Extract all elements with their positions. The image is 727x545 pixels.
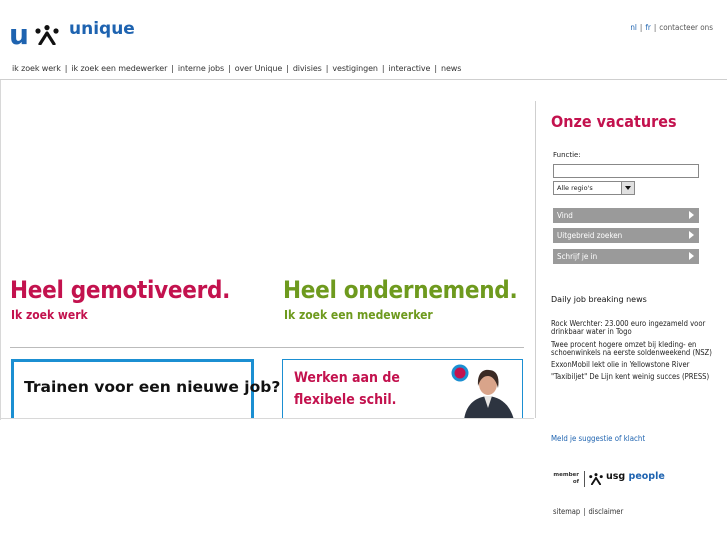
nav-ik-zoek-een-medewerker[interactable]: ik zoek een medewerker [71,64,168,73]
advanced-search-button[interactable] [553,228,699,243]
content-bottom-border [0,418,534,419]
separator: | [286,64,289,73]
separator: | [434,64,437,73]
banner-line-1: Werken aan de [294,370,400,386]
subscribe-button-label: Schrijf je in [557,252,598,261]
suggestion-link[interactable]: Meld je suggestie of klacht [551,434,646,443]
member-of-label [551,472,579,486]
separator: | [583,507,586,516]
promo-right-headline[interactable]: Heel ondernemend. [283,276,518,304]
separator: | [171,64,174,73]
logo-name: unique [69,19,135,39]
lang-nl-link[interactable]: nl [630,23,637,32]
nav-vestigingen[interactable]: vestigingen [332,64,378,73]
news-item[interactable]: Rock Werchter: 23.000 euro ingezameld voor drinkbaar water in Togo [551,319,706,337]
advanced-search-button-label: Uitgebreid zoeken [557,231,623,240]
flexibele-schil-banner[interactable] [282,359,523,418]
of-word: of [572,479,579,485]
banner-line-2: flexibele schil. [294,392,397,408]
nav-divider [0,79,727,80]
nav-interne-jobs[interactable]: interne jobs [177,64,225,73]
promo-left-headline[interactable]: Heel gemotiveerd. [10,276,231,304]
logo-letter: u [9,18,29,51]
logo-figure-icon [35,25,59,45]
news-list [551,320,716,386]
contact-link[interactable]: contacteer ons [659,23,713,32]
arrow-right-icon [689,211,694,219]
sidebar-divider [535,101,536,418]
flexibele-schil-banner-text [294,367,400,411]
training-banner-text: Trainen voor een nieuwe job? [24,378,281,396]
main-navigation [12,64,461,73]
news-item[interactable]: "Taxibiljet" De Lijn kent weinig succes (PRESS) [551,372,710,382]
promo-divider [10,347,524,348]
function-input[interactable] [553,164,699,178]
member-word: member [553,472,579,478]
arrow-right-icon [689,231,694,239]
people-word: people [628,471,665,482]
separator: | [381,64,385,73]
news-title: Daily job breaking news [551,295,647,304]
region-select-value: Alle regio's [557,184,593,192]
language-and-contact-links [630,23,713,32]
promo-left-subheading[interactable]: Ik zoek werk [11,308,88,322]
separator: | [639,23,643,32]
training-banner[interactable] [11,359,281,418]
content-left-border [0,80,1,420]
lang-fr-link[interactable]: fr [645,23,651,32]
nav-news[interactable]: news [440,64,462,73]
separator: | [325,64,329,73]
separator: | [64,64,68,73]
news-item[interactable]: Twee procent hogere omzet bij kleding- en schoenwinkels na eerste soldenweekend (NSZ) [551,339,712,357]
nav-divisies[interactable]: divisies [292,64,322,73]
vacancies-title: Onze vacatures [551,112,677,131]
news-item[interactable]: ExxonMobil lekt olie in Yellowstone River [551,360,690,370]
target-dot-icon [451,364,469,382]
separator [584,471,585,487]
function-label: Functie: [553,151,581,159]
sitemap-link[interactable]: sitemap [553,507,581,516]
footer-links [553,507,623,516]
chevron-down-icon[interactable] [621,182,634,194]
nav-ik-zoek-werk[interactable]: ik zoek werk [12,64,61,73]
find-button[interactable] [553,208,699,223]
arrow-right-icon [689,252,694,260]
find-button-label: Vind [557,211,573,220]
usg-people-wordmark [606,471,665,482]
usg-people-member-logo[interactable] [551,469,681,489]
separator: | [653,23,657,32]
promo-right-subheading[interactable]: Ik zoek een medewerker [284,308,433,322]
nav-interactive[interactable]: interactive [388,64,431,73]
separator: | [228,64,231,73]
region-select[interactable] [553,181,635,195]
disclaimer-link[interactable]: disclaimer [588,507,624,516]
subscribe-button[interactable] [553,249,699,264]
usg-word: usg [606,471,626,482]
nav-over-unique[interactable]: over Unique [234,64,283,73]
usg-figure-icon [589,473,603,485]
